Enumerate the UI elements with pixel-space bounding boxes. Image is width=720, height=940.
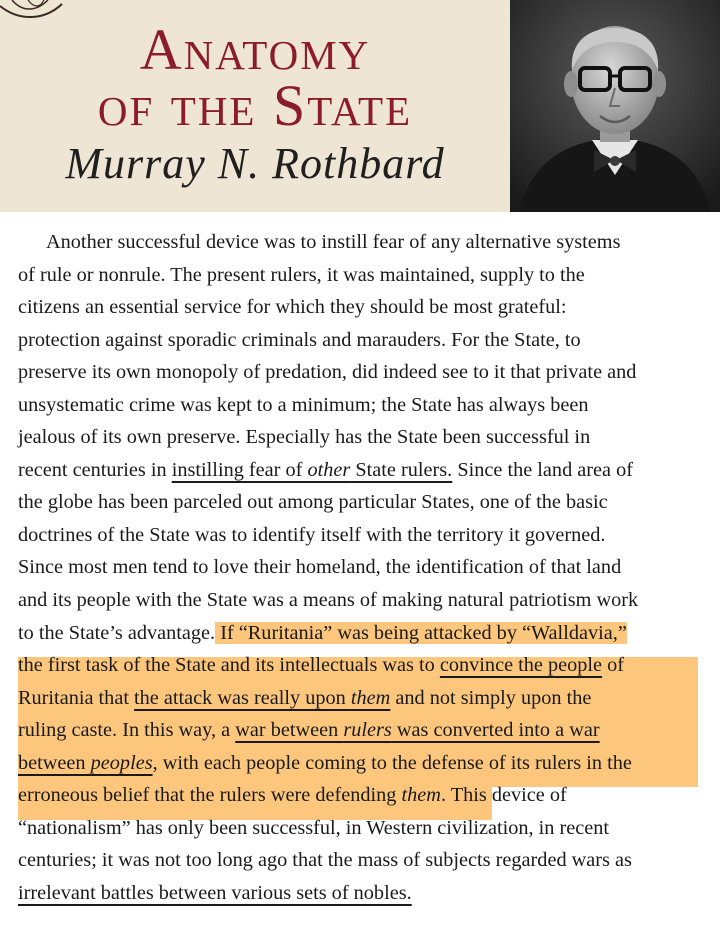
book-title-line-2: of the State (97, 73, 413, 138)
author-name: Murray N. Rothbard (65, 139, 445, 188)
text-line: centuries; it was not too long ago that the mass of subjects regarded wars as (18, 849, 632, 872)
text-line: doctrines of the State was to identify itself with the territory it governed. (18, 523, 606, 546)
text-line: between peoples, with each people coming to the defense of its rulers in the (18, 751, 632, 774)
underlined-phrase: the attack was really upon them (134, 686, 391, 709)
underlined-phrase: irrelevant battles between various sets of nobles. (18, 881, 412, 904)
text-line: Ruritania that the attack was really upon them and not simply upon the (18, 686, 592, 709)
text-line (18, 877, 702, 910)
text-line: Another successful device was to instill fear of any alternative systems (46, 231, 621, 253)
text-line: unsystematic crime was kept to a minimum; the State has always been (18, 393, 589, 416)
text-line: “nationalism” has only been successful, in Western civilization, in recent (18, 816, 610, 839)
author-portrait (510, 0, 720, 212)
text-line: recent centuries in instilling fear of other State rulers. Since the land area of (18, 458, 634, 481)
text-line: citizens an essential service for which they should be most grateful: (18, 296, 567, 319)
text-line: Since most men tend to love their homeland, the identification of that land (18, 556, 622, 579)
excerpt-text (18, 226, 702, 909)
text-line: protection against sporadic criminals and marauders. For the State, to (18, 328, 581, 351)
text-line: the first task of the State and its intellectuals was to convince the people of (18, 654, 625, 677)
text-line: and its people with the State was a means of making natural patriotism work (18, 589, 639, 612)
text-line: the globe has been parceled out among particular States, one of the basic (18, 491, 608, 514)
text-line: erroneous belief that the rulers were defending them. This device of (18, 784, 567, 807)
text-line: jealous of its own preserve. Especially has the State been successful in (18, 426, 591, 449)
underlined-phrase: convince the people (439, 654, 603, 677)
underlined-phrase: between peoples (18, 751, 153, 774)
highlighted-phrase: If “Ruritania” was being attacked by “Walldavia,” (215, 621, 627, 644)
text-line: preserve its own monopoly of predation, did indeed see to it that private and (18, 361, 637, 384)
book-title-line-1: Anatomy (139, 17, 371, 82)
header-banner (0, 0, 720, 212)
text-line: ruling caste. In this way, a war between rulers was converted into a war (18, 719, 600, 742)
underlined-phrase: war between rulers was converted into a war (235, 719, 600, 742)
text-line: to the State’s advantage. If “Ruritania” was being attacked by “Walldavia,” (18, 621, 627, 644)
underlined-phrase: instilling fear of other State rulers. (171, 458, 453, 481)
text-line: of rule or nonrule. The present rulers, it was maintained, supply to the (18, 263, 585, 286)
